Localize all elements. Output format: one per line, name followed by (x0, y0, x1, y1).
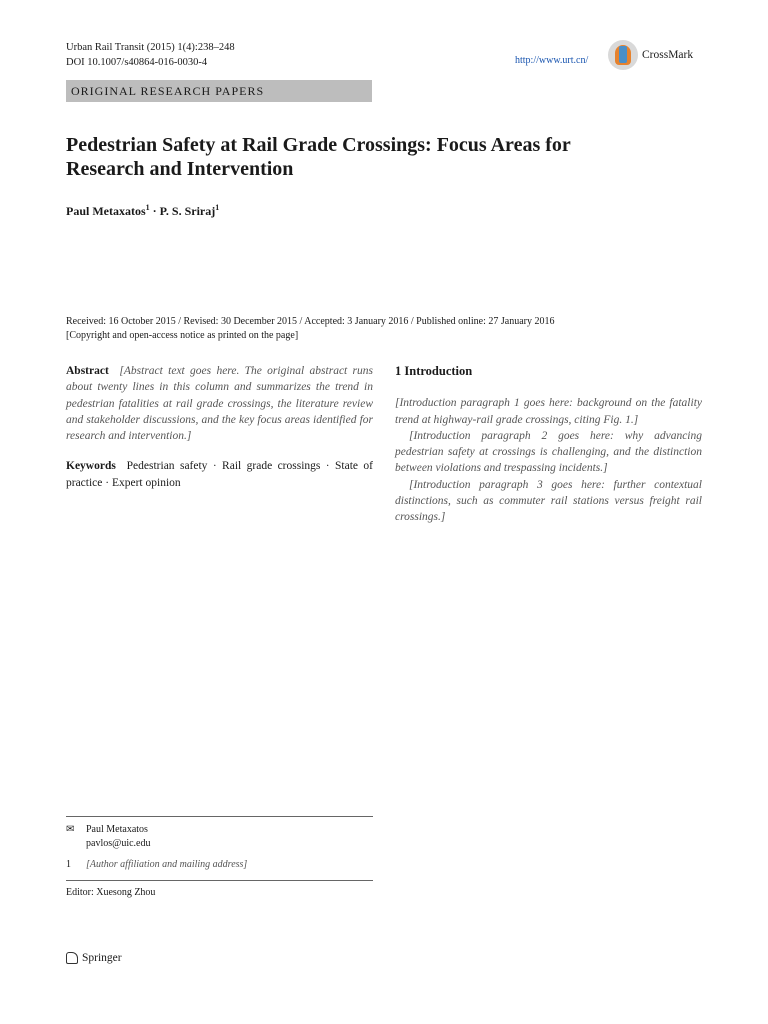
springer-horse-icon (66, 952, 78, 964)
publisher-name: Springer (82, 952, 122, 964)
affiliation-mark: 1 (66, 859, 71, 870)
keywords-text: Pedestrian safety · Rail grade crossings · State of practice · Expert opinion (66, 460, 373, 489)
journal-meta (66, 40, 235, 70)
history-dates: Received: 16 October 2015 / Revised: 30 December 2015 / Accepted: 3 January 2016 / Published online: 27 January 2016 (66, 316, 555, 327)
paragraph: [Introduction paragraph 1 goes here: background on the fatality trend at highway-rail grade crossings, citing Fig. 1.] (395, 397, 702, 426)
paper-title: Pedestrian Safety at Rail Grade Crossings: Focus Areas for Research and Intervention (66, 134, 571, 180)
editor-note: Editor: Xuesong Zhou (66, 880, 373, 900)
abstract-text: [Abstract text goes here. The original abstract runs about twenty lines in this column and summarizes the trend in pedestrian fatalities at rail grade crossings, the literature review and stakeholder discussions, and the key focus areas identified for research and intervention.] (66, 365, 373, 443)
copyright-line: [Copyright and open-access notice as printed on the page] (66, 329, 299, 341)
email-link[interactable]: pavlos@uic.edu (86, 837, 151, 849)
author-name: P. S. Sriraj (159, 204, 216, 218)
publisher-footer (66, 952, 122, 964)
right-column (395, 363, 702, 526)
paragraph: [Introduction paragraph 3 goes here: further contextual distinctions, such as commuter rail stations versus freight rail crossings.] (395, 478, 702, 524)
abstract-label: Abstract (66, 365, 109, 377)
journal-url-link[interactable]: http://www.urt.cn/ (515, 55, 589, 66)
footnotes (66, 816, 373, 899)
corresponding-author (66, 823, 373, 850)
affiliation-mark: 1 (215, 203, 220, 212)
envelope-icon: ✉ (66, 824, 75, 835)
author-line (66, 203, 219, 219)
journal-citation: Urban Rail Transit (2015) 1(4):238–248 (66, 42, 235, 53)
affiliation-text: [Author affiliation and mailing address] (86, 859, 248, 870)
section-heading: 1 Introduction (395, 364, 473, 378)
corresponding-name: Paul Metaxatos (86, 824, 148, 835)
keywords (66, 458, 373, 491)
crossmark-icon (608, 40, 638, 70)
author-separator: · (149, 204, 160, 218)
publication-dates (66, 315, 706, 342)
affiliation-note (66, 858, 373, 872)
keywords-label: Keywords (66, 460, 116, 473)
article-type-banner: ORIGINAL RESEARCH PAPERS (66, 80, 372, 102)
doi: DOI 10.1007/s40864-016-0030-4 (66, 57, 208, 68)
author-name: Paul Metaxatos (66, 204, 146, 218)
crossmark-badge[interactable] (608, 40, 693, 70)
abstract (66, 363, 373, 444)
affiliation-mark: 1 (145, 203, 150, 212)
left-column (66, 363, 373, 491)
crossmark-label: CrossMark (642, 49, 694, 61)
paragraph: [Introduction paragraph 2 goes here: why advancing pedestrian safety at crossings is challenging, and the distinction between violations and trespassing incidents.] (395, 429, 702, 475)
